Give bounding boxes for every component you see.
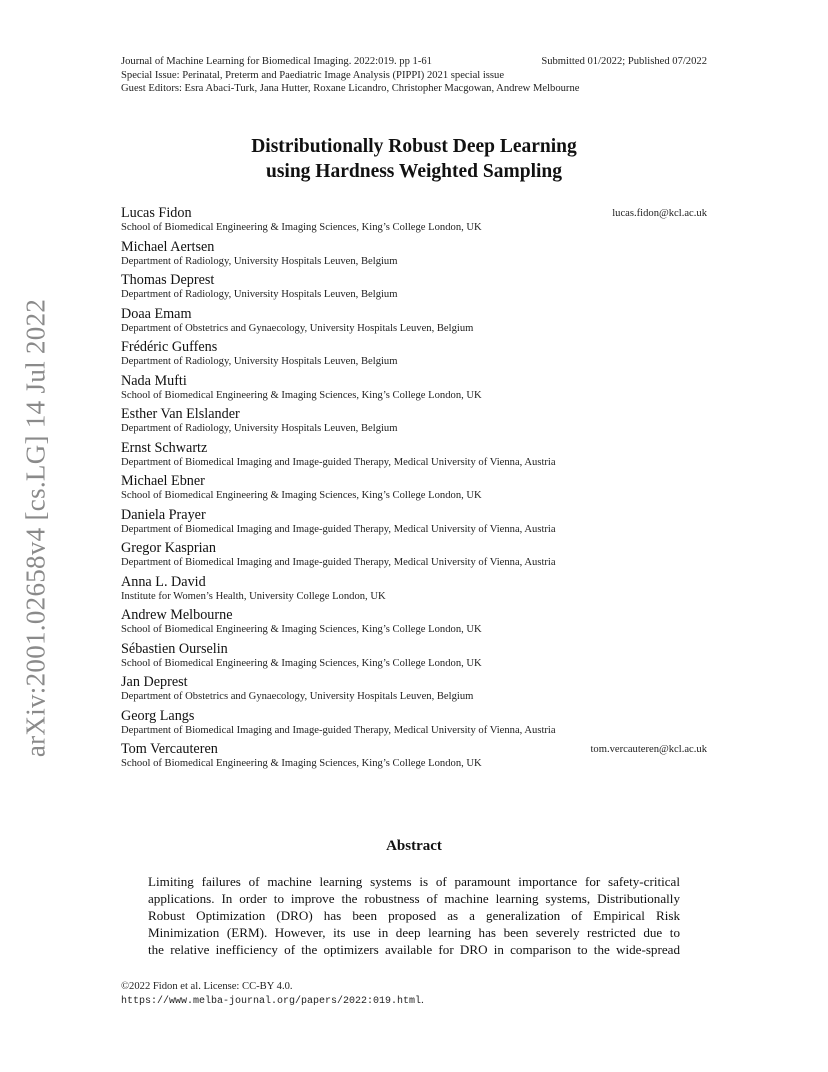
paper-title-line-1: Distributionally Robust Deep Learning xyxy=(251,136,577,157)
abstract-line: Limiting failures of machine learning systems is of paramount importance for safety-critical xyxy=(148,874,680,889)
abstract-line: applications. In order to improve the robustness of machine learning systems, Distributionally xyxy=(148,891,680,906)
paper-url-link[interactable]: https://www.melba-journal.org/papers/2022:019.html xyxy=(121,996,422,1007)
author-entry xyxy=(121,339,707,373)
author-entry xyxy=(121,507,707,541)
author-entry xyxy=(121,373,707,407)
author-entry xyxy=(121,205,707,239)
author-email[interactable]: lucas.fidon@kcl.ac.uk xyxy=(612,208,707,219)
abstract-heading: Abstract xyxy=(386,838,442,854)
author-affiliation: School of Biomedical Engineering & Imaging Sciences, King’s College London, UK xyxy=(121,222,482,233)
author-email[interactable]: tom.vercauteren@kcl.ac.uk xyxy=(590,744,707,755)
author-entry xyxy=(121,473,707,507)
author-entry xyxy=(121,708,707,742)
author-name: Frédéric Guffens xyxy=(121,339,218,355)
author-name: Esther Van Elslander xyxy=(121,406,240,422)
author-affiliation: School of Biomedical Engineering & Imaging Sciences, King’s College London, UK xyxy=(121,624,482,635)
paper-title xyxy=(0,134,828,184)
author-affiliation: Department of Obstetrics and Gynaecology, University Hospitals Leuven, Belgium xyxy=(121,691,474,702)
author-affiliation: Department of Obstetrics and Gynaecology, University Hospitals Leuven, Belgium xyxy=(121,322,474,334)
author-entry xyxy=(121,674,707,708)
author-affiliation: Institute for Women’s Health, University College London, UK xyxy=(121,590,386,602)
author-name: Sébastien Ourselin xyxy=(121,640,228,657)
author-name: Anna L. David xyxy=(121,573,206,590)
author-affiliation: School of Biomedical Engineering & Imaging Sciences, King’s College London, UK xyxy=(121,490,482,501)
author-name: Jan Deprest xyxy=(121,674,188,690)
author-entry xyxy=(121,574,707,608)
author-affiliation: Department of Radiology, University Hospitals Leuven, Belgium xyxy=(121,289,398,300)
author-affiliation: School of Biomedical Engineering & Imaging Sciences, King’s College London, UK xyxy=(121,389,482,401)
abstract-body xyxy=(148,873,680,958)
author-affiliation: Department of Biomedical Imaging and Image-guided Therapy, Medical University of Vienna, Austria xyxy=(121,557,556,568)
author-entry xyxy=(121,741,707,775)
author-name: Lucas Fidon xyxy=(121,205,192,221)
journal-line: Journal of Machine Learning for Biomedical Imaging. 2022:019. pp 1-61 xyxy=(121,56,432,67)
journal-header-row xyxy=(121,55,711,69)
copyright-line: ©2022 Fidon et al. License: CC-BY 4.0. xyxy=(121,981,293,992)
author-name: Doaa Emam xyxy=(121,305,192,322)
author-affiliation: Department of Radiology, University Hospitals Leuven, Belgium xyxy=(121,356,398,367)
author-name: Ernst Schwartz xyxy=(121,439,208,456)
author-affiliation: Department of Biomedical Imaging and Image-guided Therapy, Medical University of Vienna, Austria xyxy=(121,724,556,736)
author-affiliation: School of Biomedical Engineering & Imaging Sciences, King’s College London, UK xyxy=(121,758,482,769)
special-issue-line: Special Issue: Perinatal, Preterm and Paediatric Image Analysis (PIPPI) 2021 special issue xyxy=(121,69,505,81)
author-list xyxy=(121,205,707,775)
author-name: Georg Langs xyxy=(121,707,195,724)
author-entry xyxy=(121,607,707,641)
author-name: Thomas Deprest xyxy=(121,272,215,288)
author-affiliation: Department of Radiology, University Hospitals Leuven, Belgium xyxy=(121,423,398,434)
author-name: Nada Mufti xyxy=(121,372,187,389)
author-affiliation: Department of Biomedical Imaging and Image-guided Therapy, Medical University of Vienna, Austria xyxy=(121,523,556,535)
author-name: Michael Ebner xyxy=(121,473,205,489)
author-name: Daniela Prayer xyxy=(121,506,206,523)
author-entry xyxy=(121,272,707,306)
author-name: Tom Vercauteren xyxy=(121,741,218,757)
journal-header xyxy=(121,55,711,96)
author-affiliation: Department of Radiology, University Hospitals Leuven, Belgium xyxy=(121,255,398,267)
author-entry xyxy=(121,306,707,340)
paper-title-line-2: using Hardness Weighted Sampling xyxy=(265,161,562,182)
author-entry xyxy=(121,239,707,273)
guest-editors-line: Guest Editors: Esra Abaci-Turk, Jana Hutter, Roxane Licandro, Christopher Macgowan, Andrew Melbourne xyxy=(121,83,580,94)
author-affiliation: Department of Biomedical Imaging and Image-guided Therapy, Medical University of Vienna, Austria xyxy=(121,456,556,468)
arxiv-stamp xyxy=(11,298,61,758)
author-entry xyxy=(121,641,707,675)
footer xyxy=(121,980,711,1009)
abstract-line: Robust Optimization (DRO) has been proposed as a generalization of Empirical Risk xyxy=(148,908,680,923)
author-name: Andrew Melbourne xyxy=(121,607,233,623)
author-entry xyxy=(121,540,707,574)
abstract-line: Minimization (ERM). However, its use in deep learning has been severely restricted due to xyxy=(148,925,680,940)
author-affiliation: School of Biomedical Engineering & Imaging Sciences, King’s College London, UK xyxy=(121,657,482,669)
author-entry xyxy=(121,406,707,440)
abstract-line: the relative inefficiency of the optimizers available for DRO in comparison to the wide-spread xyxy=(148,942,680,957)
author-name: Michael Aertsen xyxy=(121,238,215,255)
author-name: Gregor Kasprian xyxy=(121,540,216,556)
author-entry xyxy=(121,440,707,474)
submitted-line: Submitted 01/2022; Published 07/2022 xyxy=(541,56,707,67)
arxiv-stamp-text: arXiv:2001.02658v4 [cs.LG] 14 Jul 2022 xyxy=(20,298,51,758)
paper-url-line xyxy=(121,994,711,1009)
paper-url-suffix: . xyxy=(421,995,424,1006)
